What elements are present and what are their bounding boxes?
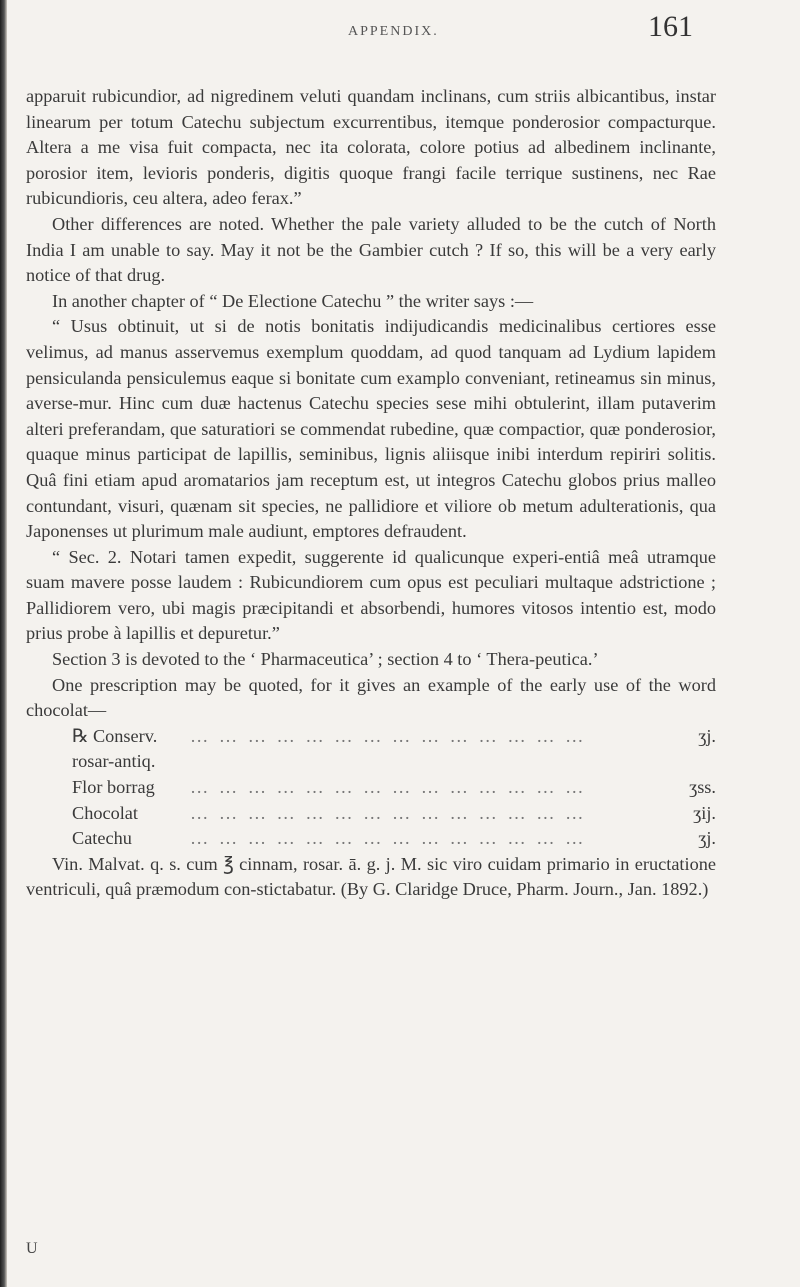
ingredient-quantity: ʒj. xyxy=(698,725,716,746)
paragraph: “ Sec. 2. Notari tamen expedit, suggerente id qualicunque experi-entiâ meâ utramque suam mavere posse laudem : Rubicundiorem cum opus est peculiari multaque adstrictione ; Pallidiorem vero, ubi magis præcipitandi et absorbendi, humores vitosos intentio est, modo prius probe à lapillis et depuretur.” xyxy=(26,546,716,644)
leader-dots: … … … … … … … … … … … … … … xyxy=(190,777,587,798)
prescription xyxy=(26,724,716,852)
paragraph: “ Usus obtinuit, ut si de notis bonitatis indijudicandis medicinalibus certiores esse velimus, ad manus asservemus exemplum quoddam, ad quod tanquam ad Lydium lapidem pensiculanda pensiculemus eaque si bonitate cum examplo conveniant, retineamus sin minus, averse-mur. Hinc cum duæ hactenus Catechu species sese mihi obtulerint, illam putaverim alteri preferandam, que saturatiori se commendat rubedine, quæ compactior, quæ ponderosior, quaque minus participat de lapillis, seminibus, lignis aliisque inibi interdum repiriri solitis. Quâ fini etiam apud aromatarios jam receptum est, ut integros Catechu globos prius malleo contundant, visuri, quænam sit species, ne pallidiore et viliore ob metum adulterationis, qua Japonenses ut plurimum male audiunt, emptores defraudent. xyxy=(26,316,716,542)
paragraph: Other differences are noted. Whether the pale variety alluded to be the cutch of North India I am unable to say. May it not be the Gambier cutch ? If so, this will be a very early notice of that drug. xyxy=(26,213,716,286)
leader-dots: … … … … … … … … … … … … … … xyxy=(190,725,587,746)
leader-dots: … … … … … … … … … … … … … … xyxy=(190,802,587,823)
prescription-item xyxy=(26,724,716,775)
signature-mark: U xyxy=(26,1240,38,1257)
page-header xyxy=(0,10,800,50)
body-text xyxy=(26,84,716,903)
closing-paragraph: Vin. Malvat. q. s. cum ℥ cinnam, rosar. ā. g. j. M. sic viro cuidam primario in eructatione ventriculi, quâ præmodum con-stictabatur. (By G. Claridge Druce, Pharm. Journ., Jan. 1892.) xyxy=(26,853,716,900)
paragraph: apparuit rubicundior, ad nigredinem veluti quandam inclinans, cum striis albicantibus, instar linearum per totum Catechu subjectum excurrentibus, itemque ponderosior compacturque. Altera a me visa fuit compacta, nec ita colorata, colore potius ad albedinem inclinante, porosior item, levioris ponderis, digitis quoque frangi facile terrique sustinens, nec Rae rubicundioris, ceu altera, adeo ferax.” xyxy=(26,86,716,209)
ingredient-quantity: ʒij. xyxy=(693,802,716,823)
prescription-item xyxy=(26,801,716,827)
ingredient-name: Chocolat xyxy=(72,802,139,823)
paragraph: Section 3 is devoted to the ‘ Pharmaceutica’ ; section 4 to ‘ Thera-peutica.’ xyxy=(52,649,599,670)
paragraph: In another chapter of “ De Electione Catechu ” the writer says :— xyxy=(52,290,534,311)
ingredient-name: Flor borrag xyxy=(72,777,155,798)
page-number: 161 xyxy=(648,10,693,43)
ingredient-quantity: ʒss. xyxy=(689,777,716,798)
ingredient-name: Catechu xyxy=(72,828,132,849)
prescription-item xyxy=(26,775,716,801)
ingredient-name: ℞ Conserv. rosar-antiq. xyxy=(72,725,158,772)
prescription-item xyxy=(26,826,716,852)
ingredient-quantity: ʒj. xyxy=(698,828,716,849)
leader-dots: … … … … … … … … … … … … … … xyxy=(190,828,587,849)
running-head: APPENDIX. xyxy=(348,24,439,39)
book-spine-shadow xyxy=(0,0,7,1287)
paragraph: One prescription may be quoted, for it gives an example of the early use of the word chocolat— xyxy=(26,674,716,721)
